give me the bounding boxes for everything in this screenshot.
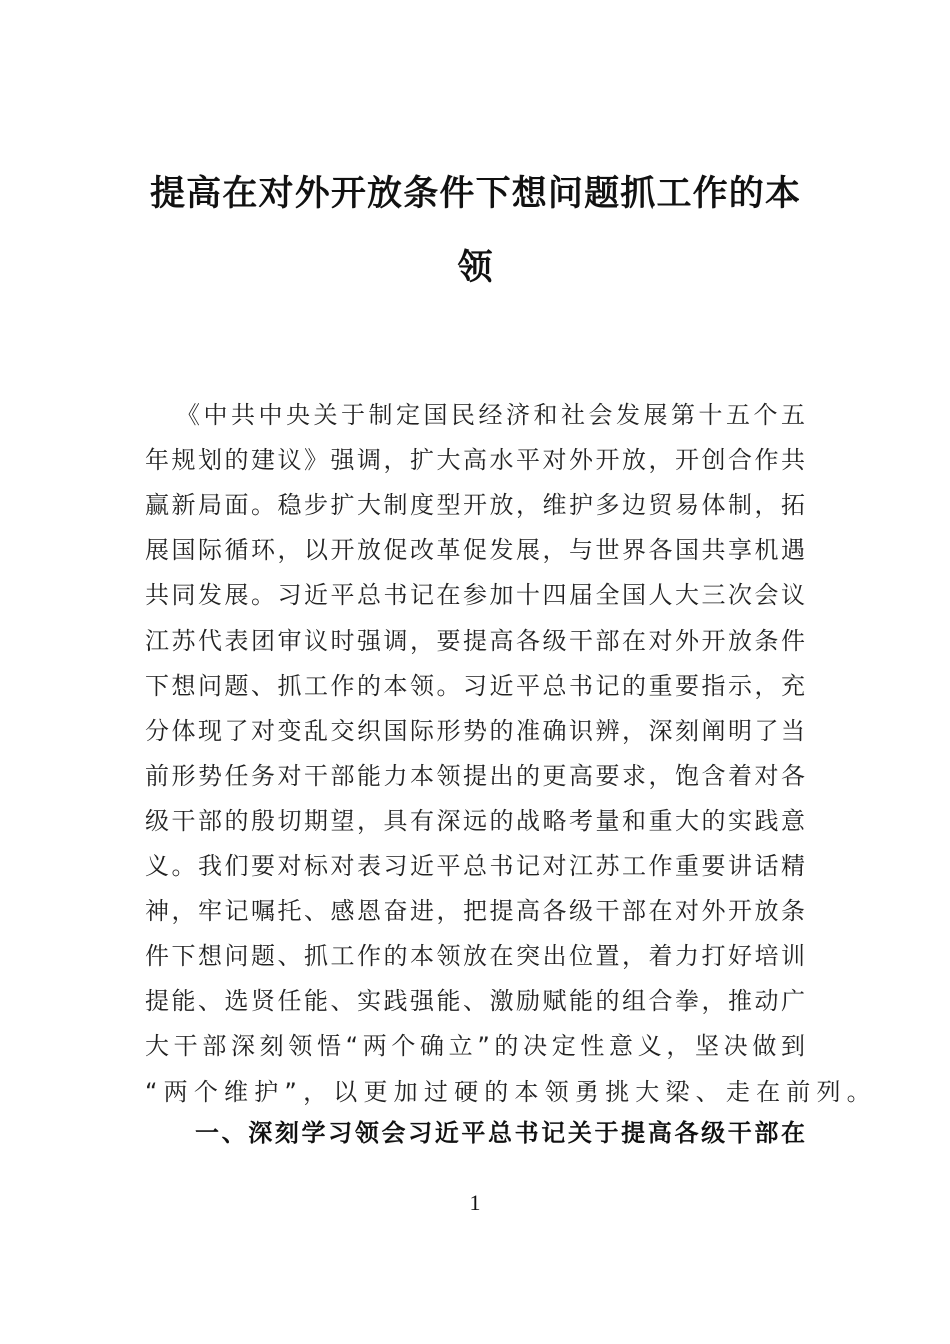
body-line: 《中共中央关于制定国民经济和社会发展第十五个五: [176, 401, 805, 429]
body-line: 义。我们要对标对表习近平总书记对江苏工作重要讲话精: [145, 852, 805, 880]
body-line: 展国际循环，以开放促改革促发展，与世界各国共享机遇: [145, 536, 805, 565]
document-title-line-1: 提高在对外开放条件下想问题抓工作的本: [150, 173, 800, 214]
body-line: 年规划的建议》强调，扩大高水平对外开放，开创合作共: [145, 446, 805, 475]
section-heading: 一、深刻学习领会习近平总书记关于提高各级干部在: [195, 1119, 805, 1147]
body-line: 前形势任务对干部能力本领提出的更高要求，饱含着对各: [145, 761, 805, 790]
document-title-line-2: 领: [457, 247, 493, 288]
body-line: “两个维护”，以更加过硬的本领勇挑大梁、走在前列。: [145, 1077, 877, 1106]
body-line: 赢新局面。稳步扩大制度型开放，维护多边贸易体制，拓: [145, 491, 805, 520]
body-line: 级干部的殷切期望，具有深远的战略考量和重大的实践意: [145, 806, 805, 835]
body-line: 共同发展。习近平总书记在参加十四届全国人大三次会议: [145, 581, 805, 610]
body-line: 分体现了对变乱交织国际形势的准确识辨，深刻阐明了当: [145, 716, 805, 745]
body-line: 大干部深刻领悟“两个确立”的决定性意义，坚决做到: [145, 1032, 805, 1061]
body-line: 神，牢记嘱托、感恩奋进，把提高各级干部在对外开放条: [145, 897, 805, 926]
body-line: 江苏代表团审议时强调，要提高各级干部在对外开放条件: [145, 626, 805, 655]
body-line: 提能、选贤任能、实践强能、激励赋能的组合拳，推动广: [145, 987, 805, 1016]
body-line: 下想问题、抓工作的本领。习近平总书记的重要指示，充: [145, 671, 805, 700]
page-number: 1: [469, 1190, 481, 1215]
body-line: 件下想问题、抓工作的本领放在突出位置，着力打好培训: [145, 942, 805, 971]
